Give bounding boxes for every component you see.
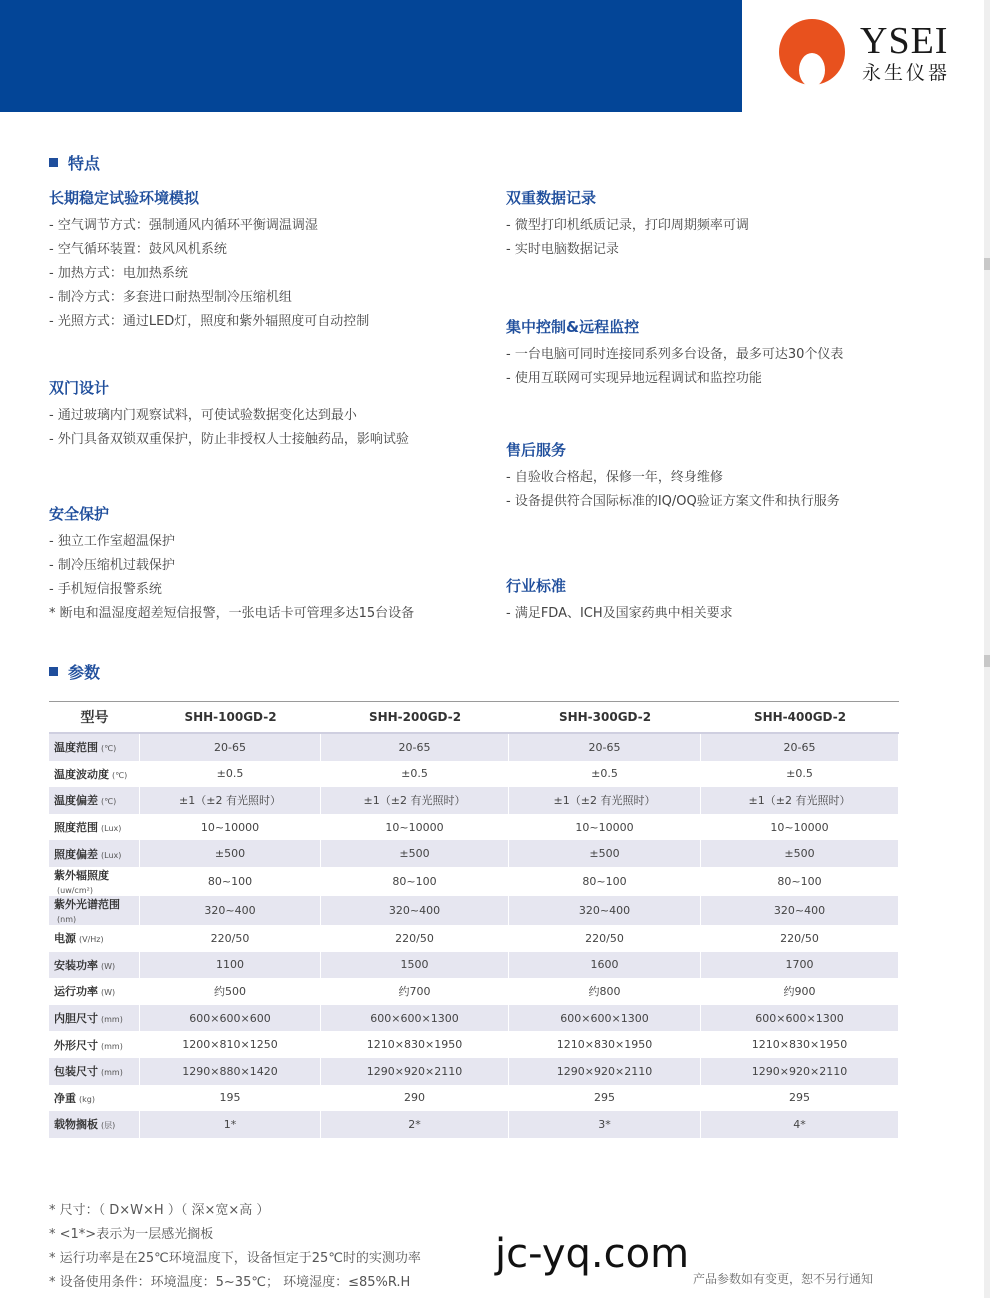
table-cell: 1290×920×2110	[509, 1058, 701, 1085]
feature-block-safety	[49, 504, 479, 626]
table-cell: 约800	[509, 978, 701, 1005]
page-edge-strip	[984, 0, 990, 1298]
row-unit: (℃)	[101, 797, 117, 807]
row-label	[49, 1005, 140, 1032]
row-label-text: 照度范围	[54, 821, 98, 835]
row-unit: (kg)	[79, 1094, 95, 1104]
row-label-text: 净重	[54, 1091, 76, 1105]
row-unit: (nm)	[57, 914, 77, 924]
features-section-title	[49, 154, 100, 174]
feature-item: - 外门具备双锁双重保护，防止非授权人士接触药品，影响试验	[49, 432, 409, 447]
table-cell: 1700	[701, 952, 899, 979]
table-cell: ±0.5	[140, 761, 321, 788]
table-cell: 1290×880×1420	[140, 1058, 321, 1085]
footnote: * 尺寸：（ D×W×H ）（ 深×宽×高 ）	[49, 1203, 270, 1218]
table-cell: 80~100	[701, 867, 899, 896]
table-cell: 1210×830×1950	[321, 1031, 509, 1058]
feature-item: - 通过玻璃内门观察试料，可使试验数据变化达到最小	[49, 408, 357, 423]
table-cell: 1100	[140, 952, 321, 979]
feature-heading: 售后服务	[506, 441, 567, 459]
footnotes	[49, 1199, 421, 1295]
row-label	[49, 734, 140, 761]
feature-block-remote-control	[506, 317, 936, 391]
square-bullet-icon	[49, 158, 58, 167]
row-label	[49, 925, 140, 952]
feature-heading: 双重数据记录	[506, 189, 597, 207]
table-cell: ±500	[140, 840, 321, 867]
page-edge-mark	[984, 655, 990, 667]
row-label-text: 载物搁板	[54, 1118, 98, 1132]
feature-block-data-record	[506, 188, 936, 262]
row-unit: (mm)	[101, 1015, 123, 1025]
feature-item: - 一台电脑可同时连接同系列多台设备，最多可达30个仪表	[506, 347, 844, 362]
table-row	[49, 896, 899, 925]
table-cell: 600×600×600	[140, 1005, 321, 1032]
feature-item: - 独立工作室超温保护	[49, 534, 175, 549]
feature-item: - 微型打印机纸质记录，打印周期频率可调	[506, 218, 749, 233]
row-label-text: 内胆尺寸	[54, 1012, 98, 1026]
page-edge-mark	[984, 258, 990, 270]
table-cell: 320~400	[509, 896, 701, 925]
table-cell: 20-65	[509, 734, 701, 761]
feature-item: - 满足FDA、ICH及国家药典中相关要求	[506, 606, 733, 621]
row-unit: (mm)	[101, 1041, 123, 1051]
row-unit: (℃)	[101, 744, 117, 754]
table-row	[49, 840, 899, 867]
square-bullet-icon	[49, 667, 58, 676]
column-header: SHH-100GD-2	[140, 702, 321, 734]
table-cell: ±1（±2 有光照时）	[509, 787, 701, 814]
table-row	[49, 761, 899, 788]
row-label-text: 电源	[54, 932, 76, 946]
table-row	[49, 978, 899, 1005]
disclaimer-text: 产品参数如有变更，恕不另行通知	[693, 1272, 874, 1286]
table-row	[49, 787, 899, 814]
row-label-text: 温度范围	[54, 741, 98, 755]
feature-block-long-term	[49, 188, 479, 334]
feature-item: - 制冷方式：多套进口耐热型制冷压缩机组	[49, 290, 292, 305]
logo-text-cn: 永生仪器	[862, 62, 951, 84]
table-cell: 295	[701, 1085, 899, 1112]
row-label-text: 紫外光谱范围	[54, 897, 120, 911]
table-cell: 220/50	[701, 925, 899, 952]
logo-text-en: YSEI	[860, 20, 949, 62]
feature-item: - 使用互联网可实现异地远程调试和监控功能	[506, 371, 762, 386]
feature-item: - 光照方式：通过LED灯，照度和紫外辐照度可自动控制	[49, 314, 370, 329]
table-cell: 1*	[140, 1111, 321, 1138]
row-unit: (℃)	[112, 770, 128, 780]
row-label	[49, 761, 140, 788]
table-row	[49, 1058, 899, 1085]
table-cell: 约900	[701, 978, 899, 1005]
table-cell: 290	[321, 1085, 509, 1112]
table-cell: 295	[509, 1085, 701, 1112]
params-section-title	[49, 663, 100, 683]
table-cell: ±0.5	[509, 761, 701, 788]
row-label-text: 照度偏差	[54, 847, 98, 861]
table-cell: 10~10000	[140, 814, 321, 841]
table-cell: ±500	[701, 840, 899, 867]
row-label	[49, 1058, 140, 1085]
website-watermark: jc-yq.com	[495, 1231, 690, 1277]
footnote: * 设备使用条件：环境温度：5~35℃； 环境湿度：≤85%R.H	[49, 1275, 411, 1290]
table-cell: ±1（±2 有光照时）	[321, 787, 509, 814]
table-cell: 195	[140, 1085, 321, 1112]
row-unit: (层)	[101, 1121, 116, 1131]
row-label	[49, 867, 140, 896]
feature-item: - 自验收合格起，保修一年，终身维修	[506, 470, 723, 485]
table-cell: 1210×830×1950	[509, 1031, 701, 1058]
table-cell: 20-65	[140, 734, 321, 761]
table-cell: 600×600×1300	[701, 1005, 899, 1032]
row-label	[49, 1031, 140, 1058]
feature-heading: 集中控制&远程监控	[506, 318, 640, 336]
row-unit: (W)	[101, 988, 116, 998]
table-cell: 10~10000	[701, 814, 899, 841]
row-label-text: 紫外辐照度	[54, 868, 109, 882]
row-label-text: 外形尺寸	[54, 1038, 98, 1052]
table-cell: ±500	[321, 840, 509, 867]
table-cell: 10~10000	[509, 814, 701, 841]
header-banner	[0, 0, 742, 112]
row-unit: (V/Hz)	[79, 935, 104, 945]
column-header: SHH-400GD-2	[701, 702, 899, 734]
table-row	[49, 814, 899, 841]
table-cell: ±1（±2 有光照时）	[701, 787, 899, 814]
table-row	[49, 1085, 899, 1112]
row-label	[49, 1111, 140, 1138]
table-cell: 220/50	[509, 925, 701, 952]
feature-heading: 长期稳定试验环境模拟	[49, 189, 200, 207]
row-unit: (mm)	[101, 1068, 123, 1078]
table-cell: 1500	[321, 952, 509, 979]
table-row	[49, 952, 899, 979]
table-row	[49, 1005, 899, 1032]
row-label-text: 安装功率	[54, 958, 98, 972]
table-cell: 320~400	[321, 896, 509, 925]
table-cell: 80~100	[140, 867, 321, 896]
table-cell: 1290×920×2110	[321, 1058, 509, 1085]
table-row	[49, 867, 899, 896]
table-cell: 3*	[509, 1111, 701, 1138]
table-cell: 80~100	[509, 867, 701, 896]
feature-item: - 手机短信报警系统	[49, 582, 162, 597]
row-label-text: 包装尺寸	[54, 1065, 98, 1079]
table-cell: 600×600×1300	[509, 1005, 701, 1032]
table-cell: 4*	[701, 1111, 899, 1138]
table-cell: 320~400	[701, 896, 899, 925]
feature-item: - 设备提供符合国际标准的IQ/OQ验证方案文件和执行服务	[506, 494, 840, 509]
brand-logo	[778, 18, 958, 88]
table-cell: 600×600×1300	[321, 1005, 509, 1032]
footnote: * 运行功率是在25℃环境温度下，设备恒定于25℃时的实测功率	[49, 1251, 421, 1266]
params-table	[49, 701, 899, 1138]
row-label	[49, 896, 140, 925]
table-cell: 10~10000	[321, 814, 509, 841]
row-label	[49, 1085, 140, 1112]
row-unit: (Lux)	[101, 824, 122, 834]
table-cell: ±0.5	[321, 761, 509, 788]
table-row	[49, 734, 899, 761]
feature-item: - 加热方式：电加热系统	[49, 266, 188, 281]
row-unit: (uw/cm²)	[57, 885, 93, 895]
table-cell: 20-65	[321, 734, 509, 761]
table-cell: 1290×920×2110	[701, 1058, 899, 1085]
feature-block-after-sales	[506, 440, 936, 514]
feature-item: - 空气调节方式：强制通风内循环平衡调温调湿	[49, 218, 318, 233]
feature-item: - 空气循环装置：鼓风风机系统	[49, 242, 227, 257]
table-cell: 1200×810×1250	[140, 1031, 321, 1058]
table-cell: ±1（±2 有光照时）	[140, 787, 321, 814]
column-header: SHH-300GD-2	[509, 702, 701, 734]
table-cell: 约500	[140, 978, 321, 1005]
table-cell: 20-65	[701, 734, 899, 761]
footnote: * <1*>表示为一层感光搁板	[49, 1227, 214, 1242]
table-cell: 1600	[509, 952, 701, 979]
table-cell: 220/50	[140, 925, 321, 952]
table-cell: 约700	[321, 978, 509, 1005]
table-cell: 220/50	[321, 925, 509, 952]
features-title-text: 特点	[68, 154, 101, 173]
row-label	[49, 840, 140, 867]
row-label	[49, 978, 140, 1005]
feature-item: * 断电和温湿度超差短信报警，一张电话卡可管理多达15台设备	[49, 606, 415, 621]
feature-heading: 行业标准	[506, 577, 567, 595]
table-cell: ±0.5	[701, 761, 899, 788]
table-row	[49, 925, 899, 952]
row-label-text: 温度波动度	[54, 767, 109, 781]
row-label	[49, 787, 140, 814]
table-cell: 80~100	[321, 867, 509, 896]
table-row	[49, 1031, 899, 1058]
feature-item: - 制冷压缩机过载保护	[49, 558, 175, 573]
table-row	[49, 1111, 899, 1138]
table-header-row	[49, 702, 899, 734]
feature-block-double-door	[49, 378, 479, 452]
feature-heading: 双门设计	[49, 379, 110, 397]
row-unit: (Lux)	[101, 850, 122, 860]
column-header: SHH-200GD-2	[321, 702, 509, 734]
table-cell: 320~400	[140, 896, 321, 925]
feature-item: - 实时电脑数据记录	[506, 242, 619, 257]
table-cell: ±500	[509, 840, 701, 867]
column-header-model: 型号	[49, 702, 140, 734]
table-cell: 1210×830×1950	[701, 1031, 899, 1058]
row-label	[49, 952, 140, 979]
feature-block-standards	[506, 576, 936, 626]
logo-mark-icon	[778, 18, 846, 86]
params-title-text: 参数	[68, 663, 101, 682]
row-unit: (W)	[101, 961, 116, 971]
row-label-text: 温度偏差	[54, 794, 98, 808]
table-cell: 2*	[321, 1111, 509, 1138]
feature-heading: 安全保护	[49, 505, 110, 523]
row-label	[49, 814, 140, 841]
row-label-text: 运行功率	[54, 985, 98, 999]
